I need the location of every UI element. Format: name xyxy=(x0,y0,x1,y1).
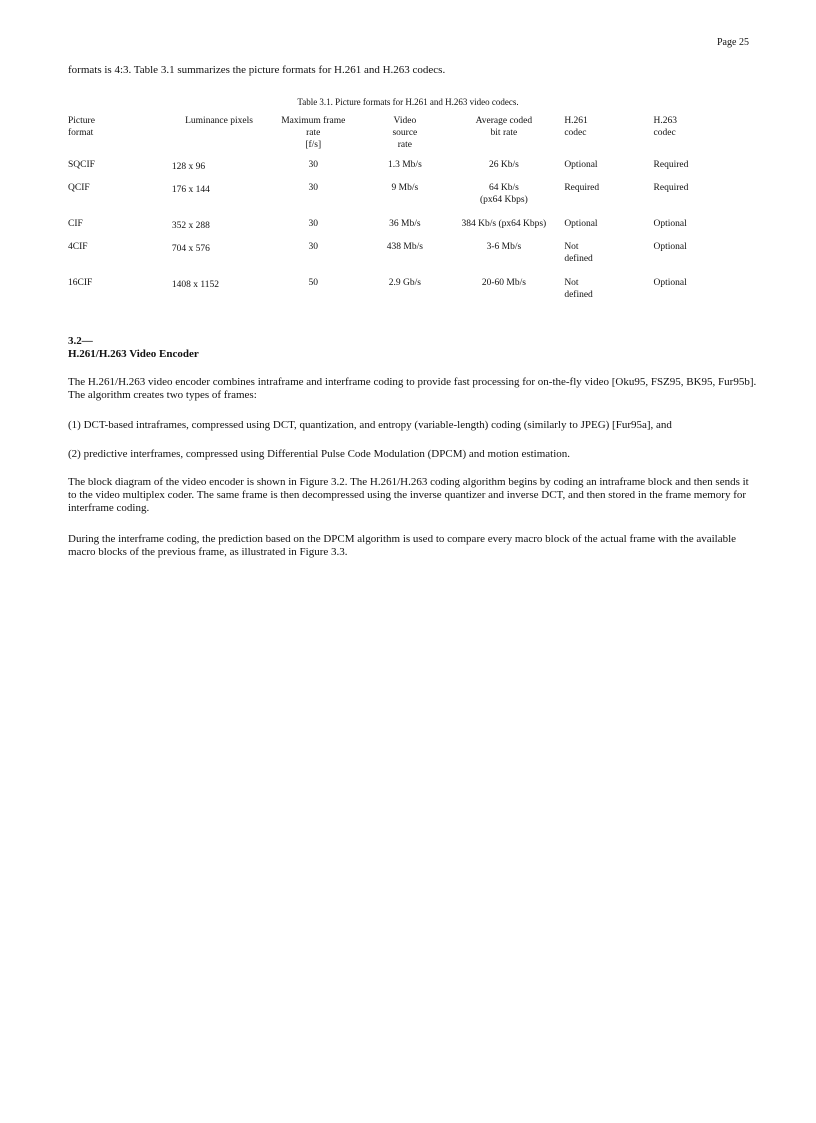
cell-format: 16CIF xyxy=(68,278,93,288)
table-row xyxy=(68,157,728,180)
paragraph-interframes: (2) predictive interframes, compressed using Differential Pulse Code Modulation (DPCM) and motion estimation. xyxy=(68,448,571,460)
table-header-row xyxy=(68,115,728,157)
cell-h261: Required xyxy=(564,183,600,193)
cell-source-rate: 9 Mb/s xyxy=(391,183,419,193)
cell-frame-rate: 30 xyxy=(308,183,318,193)
table-row xyxy=(68,239,728,275)
cell-h261: Not defined xyxy=(564,278,593,300)
paragraph-interframe-coding: During the interframe coding, the prediction based on the DPCM algorithm is used to compare every macro block of the actual frame with the available macro blocks of the previous frame, as illustrated in Figure 3.3. xyxy=(68,533,737,558)
cell-luminance: 1408 x 1152 xyxy=(171,280,220,290)
cell-h263: Required xyxy=(653,183,689,193)
cell-bit-rate: 384 Kb/s (px64 Kbps) xyxy=(461,219,547,229)
section-title: H.261/H.263 Video Encoder xyxy=(68,348,199,360)
intro-paragraph: formats is 4:3. Table 3.1 summarizes the picture formats for H.261 and H.263 codecs. xyxy=(68,64,446,76)
cell-frame-rate: 30 xyxy=(308,160,318,170)
cell-bit-rate: 3-6 Mb/s xyxy=(486,242,522,252)
cell-luminance: 128 x 96 xyxy=(171,162,206,172)
cell-frame-rate: 50 xyxy=(308,278,318,288)
cell-h263: Optional xyxy=(653,242,687,252)
cell-luminance: 352 x 288 xyxy=(171,221,210,231)
cell-bit-rate: 64 Kb/s (px64 Kbps) xyxy=(479,183,528,205)
cell-h263: Optional xyxy=(653,219,687,229)
table-body xyxy=(68,157,728,311)
cell-format: SQCIF xyxy=(68,160,95,170)
header-luminance-pixels: Luminance pixels xyxy=(185,116,253,126)
header-h261-codec: H.261 codec xyxy=(564,116,588,138)
cell-h261: Not defined xyxy=(564,242,593,264)
table-row xyxy=(68,180,728,216)
page-number: Page 25 xyxy=(717,37,749,48)
table-row xyxy=(68,275,728,311)
cell-source-rate: 2.9 Gb/s xyxy=(388,278,421,288)
paragraph-block-diagram: The block diagram of the video encoder is shown in Figure 3.2. The H.261/H.263 coding algorithm begins by coding an intraframe block and then sends it to the video multiplex coder. The same frame is then decompressed using the inverse quantizer and inverse DCT, and then stored in the frame memory for interframe coding. xyxy=(68,476,749,514)
cell-bit-rate: 26 Kb/s xyxy=(488,160,519,170)
table-row xyxy=(68,216,728,239)
cell-h261: Optional xyxy=(564,219,598,229)
cell-source-rate: 1.3 Mb/s xyxy=(387,160,422,170)
cell-format: CIF xyxy=(68,219,83,229)
header-max-frame-rate: Maximum frame rate [f/s] xyxy=(281,116,346,150)
cell-source-rate: 36 Mb/s xyxy=(389,219,421,229)
cell-h263: Required xyxy=(653,160,689,170)
header-picture-format: Picture format xyxy=(68,116,95,138)
paragraph-encoder-intro: The H.261/H.263 video encoder combines intraframe and interframe coding to provide fast processing for on-the-fly video [Oku95, FSZ95, BK95, Fur95b]. The algorithm creates two types of frames: xyxy=(68,376,757,401)
picture-formats-table xyxy=(68,115,728,311)
header-video-source-rate: Video source rate xyxy=(392,116,418,150)
cell-bit-rate: 20-60 Mb/s xyxy=(481,278,526,288)
cell-format: 4CIF xyxy=(68,242,88,252)
cell-frame-rate: 30 xyxy=(308,242,318,252)
cell-luminance: 176 x 144 xyxy=(171,185,210,195)
cell-format: QCIF xyxy=(68,183,90,193)
cell-frame-rate: 30 xyxy=(308,219,318,229)
table-header xyxy=(68,115,728,157)
paragraph-intraframes: (1) DCT-based intraframes, compressed using DCT, quantization, and entropy (variable-length) coding (similarly to JPEG) [Fur95a], and xyxy=(68,419,672,431)
cell-h263: Optional xyxy=(653,278,687,288)
table-caption: Table 3.1. Picture formats for H.261 and H.263 video codecs. xyxy=(297,97,519,107)
header-h263-codec: H.263 codec xyxy=(653,116,678,138)
cell-source-rate: 438 Mb/s xyxy=(386,242,423,252)
section-number: 3.2— xyxy=(68,335,93,347)
cell-luminance: 704 x 576 xyxy=(171,244,210,254)
cell-h261: Optional xyxy=(564,160,598,170)
header-avg-coded-bit-rate: Average coded bit rate xyxy=(475,116,533,138)
